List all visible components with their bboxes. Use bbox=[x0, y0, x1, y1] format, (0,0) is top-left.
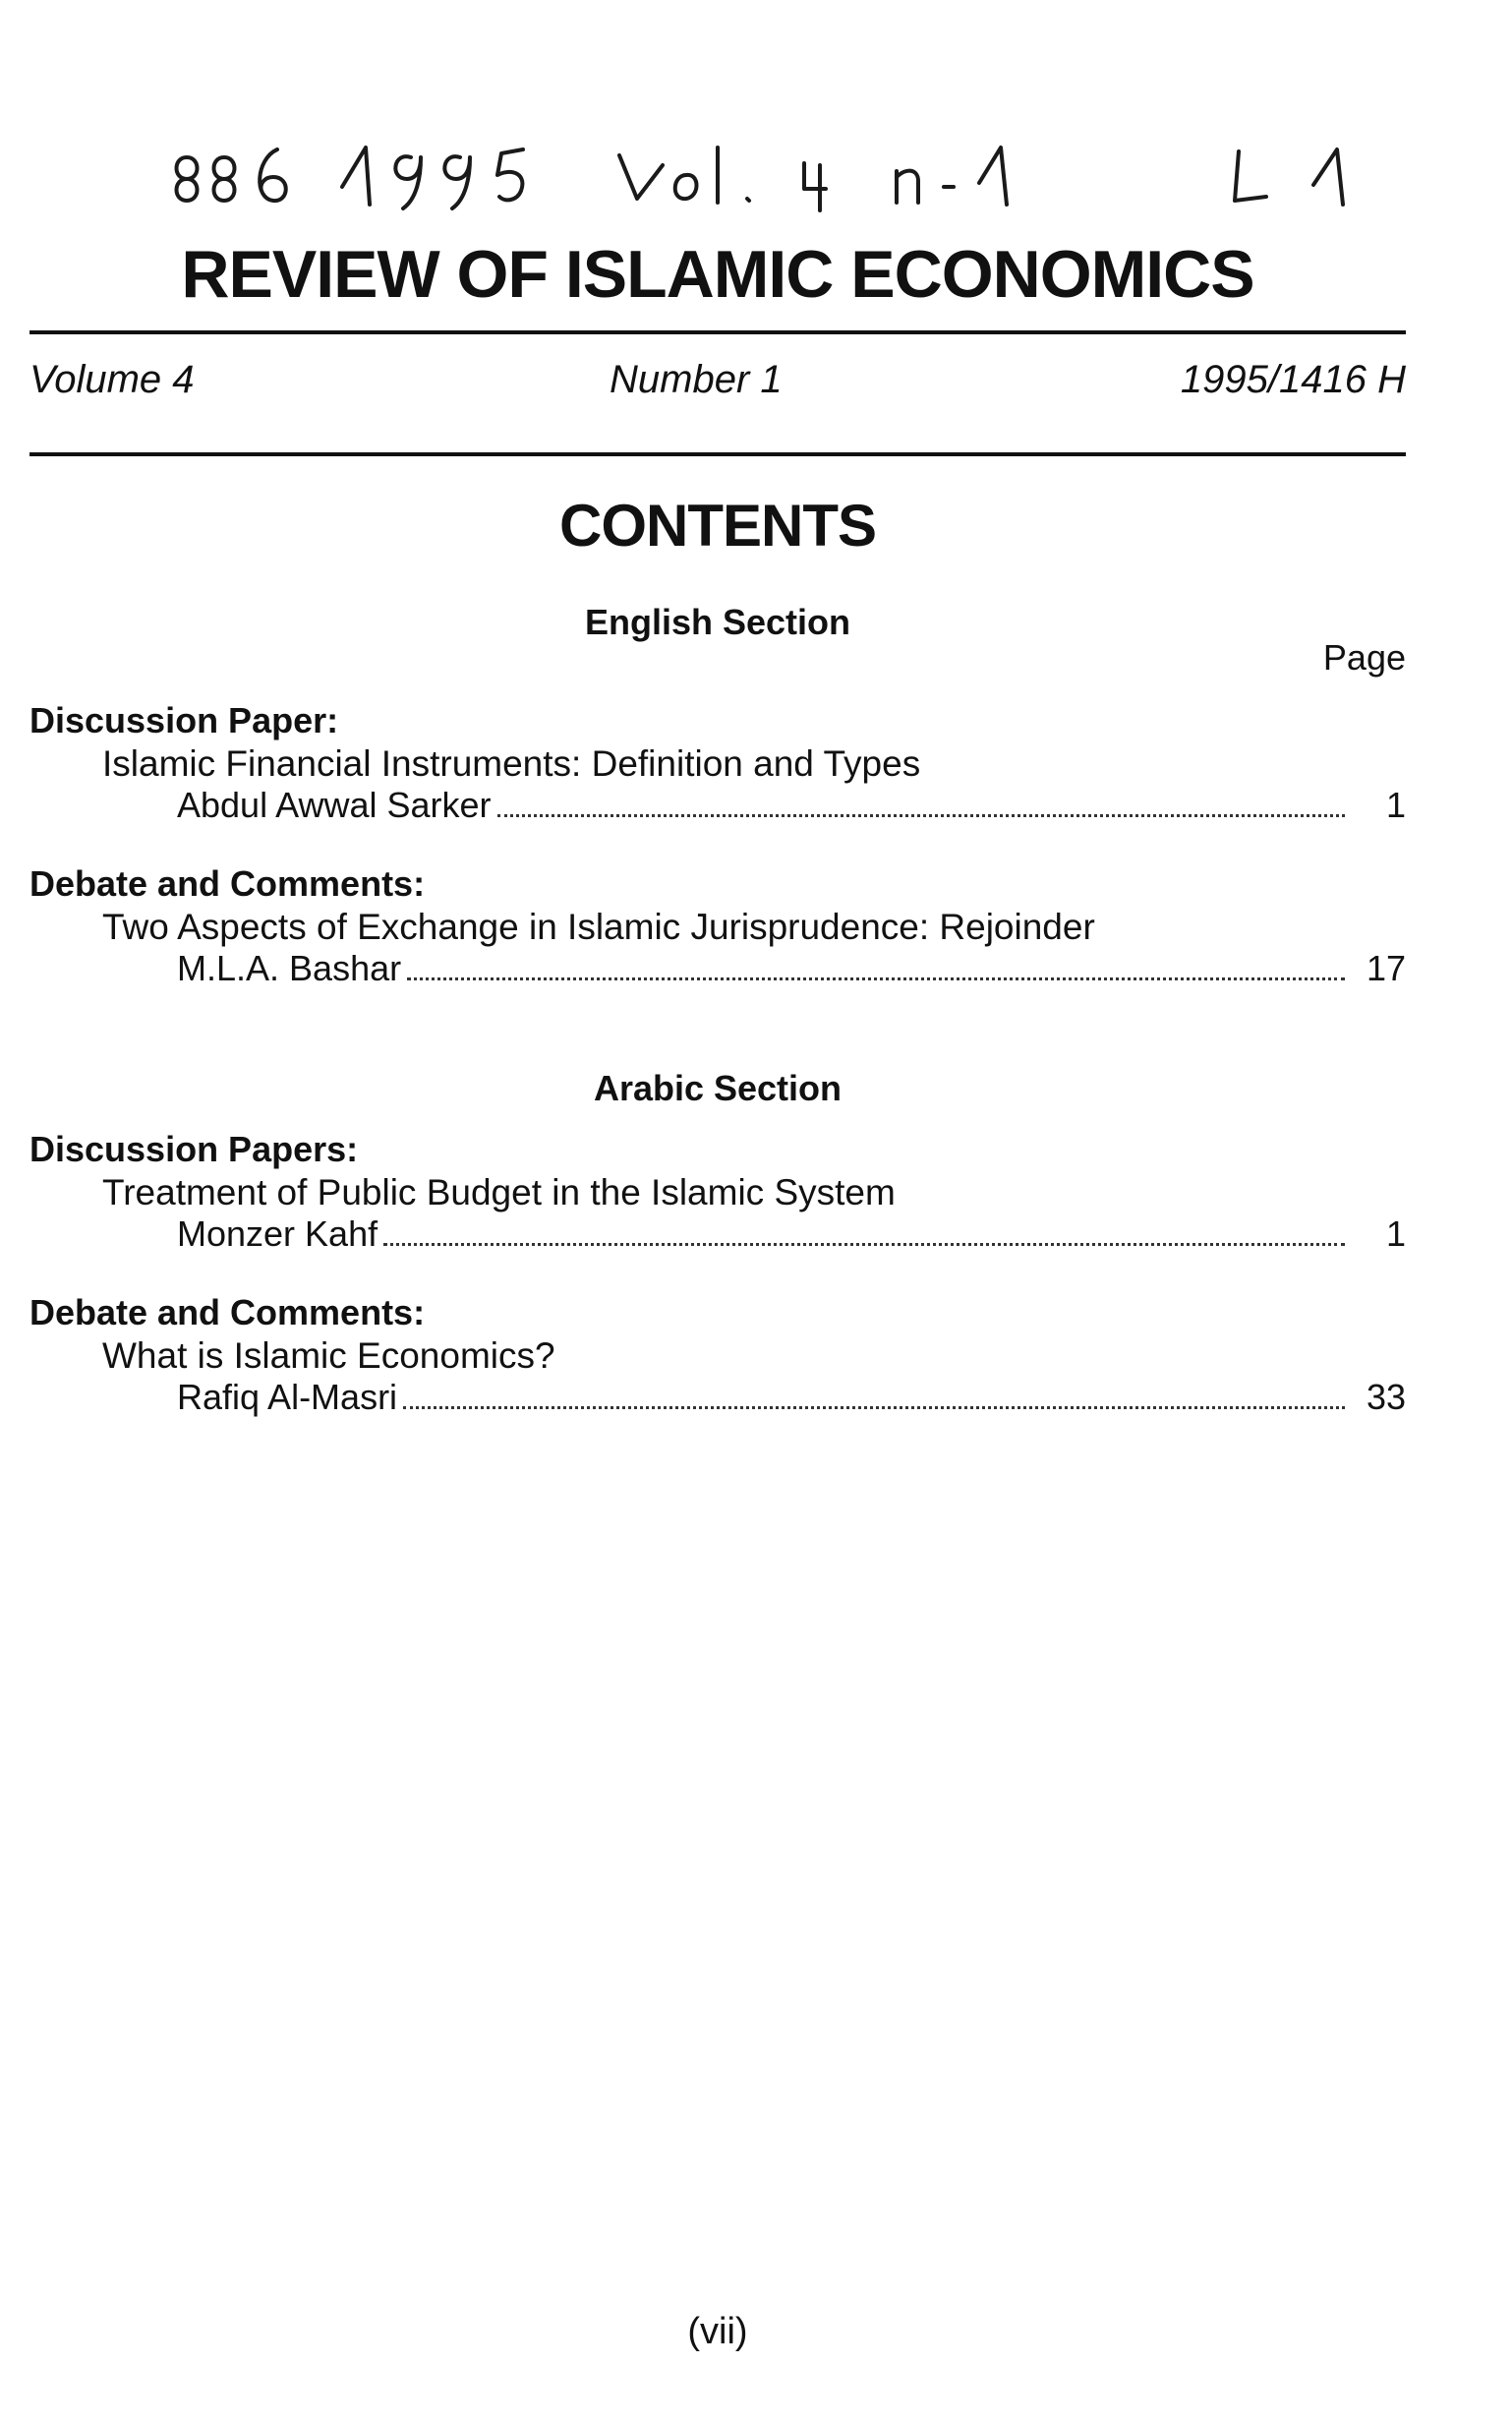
dot-leader bbox=[497, 813, 1346, 817]
entry-author: Monzer Kahf bbox=[177, 1213, 378, 1254]
page-folio: (vii) bbox=[687, 2311, 748, 2352]
title-rule bbox=[29, 330, 1406, 334]
entry-title: Two Aspects of Exchange in Islamic Jurisprudence: Rejoinder bbox=[102, 907, 1095, 947]
issue-rule bbox=[29, 452, 1406, 456]
entry-page-number: 1 bbox=[1385, 785, 1406, 825]
entry-title: Treatment of Public Budget in the Islamic System bbox=[102, 1172, 896, 1212]
page-column-label: Page bbox=[1322, 637, 1406, 678]
entry-title: Islamic Financial Instruments: Definition and Types bbox=[102, 743, 921, 784]
journal-title: REVIEW OF ISLAMIC ECONOMICS bbox=[181, 237, 1254, 312]
dot-leader bbox=[383, 1242, 1345, 1246]
entry-page-number: 33 bbox=[1366, 1377, 1406, 1417]
entry-title: What is Islamic Economics? bbox=[102, 1335, 555, 1376]
entry-page-number: 1 bbox=[1385, 1213, 1406, 1254]
entry-author: M.L.A. Bashar bbox=[177, 948, 402, 988]
entry-category: Discussion Paper: bbox=[29, 700, 339, 740]
toc-entry-line bbox=[177, 1213, 1406, 1255]
toc-entry-line bbox=[177, 785, 1406, 826]
entry-page-number: 17 bbox=[1366, 948, 1406, 988]
entry-author: Rafiq Al-Masri bbox=[177, 1377, 398, 1417]
entry-category: Debate and Comments: bbox=[29, 1292, 426, 1332]
volume-label: Volume 4 bbox=[29, 358, 195, 401]
year-label: 1995/1416 H bbox=[1180, 358, 1406, 401]
entry-author: Abdul Awwal Sarker bbox=[177, 785, 492, 825]
handwriting-drawing bbox=[167, 128, 1445, 236]
contents-heading: CONTENTS bbox=[559, 493, 876, 559]
entry-category: Discussion Papers: bbox=[29, 1129, 359, 1169]
dot-leader bbox=[407, 976, 1345, 980]
number-label: Number 1 bbox=[610, 358, 783, 401]
english-section-heading: English Section bbox=[584, 602, 851, 642]
dot-leader bbox=[403, 1405, 1345, 1409]
toc-entry-line bbox=[177, 1377, 1406, 1418]
toc-entry-line bbox=[177, 948, 1406, 989]
handwritten-annotation bbox=[167, 128, 1445, 236]
arabic-section-heading: Arabic Section bbox=[593, 1068, 843, 1108]
entry-category: Debate and Comments: bbox=[29, 863, 426, 904]
